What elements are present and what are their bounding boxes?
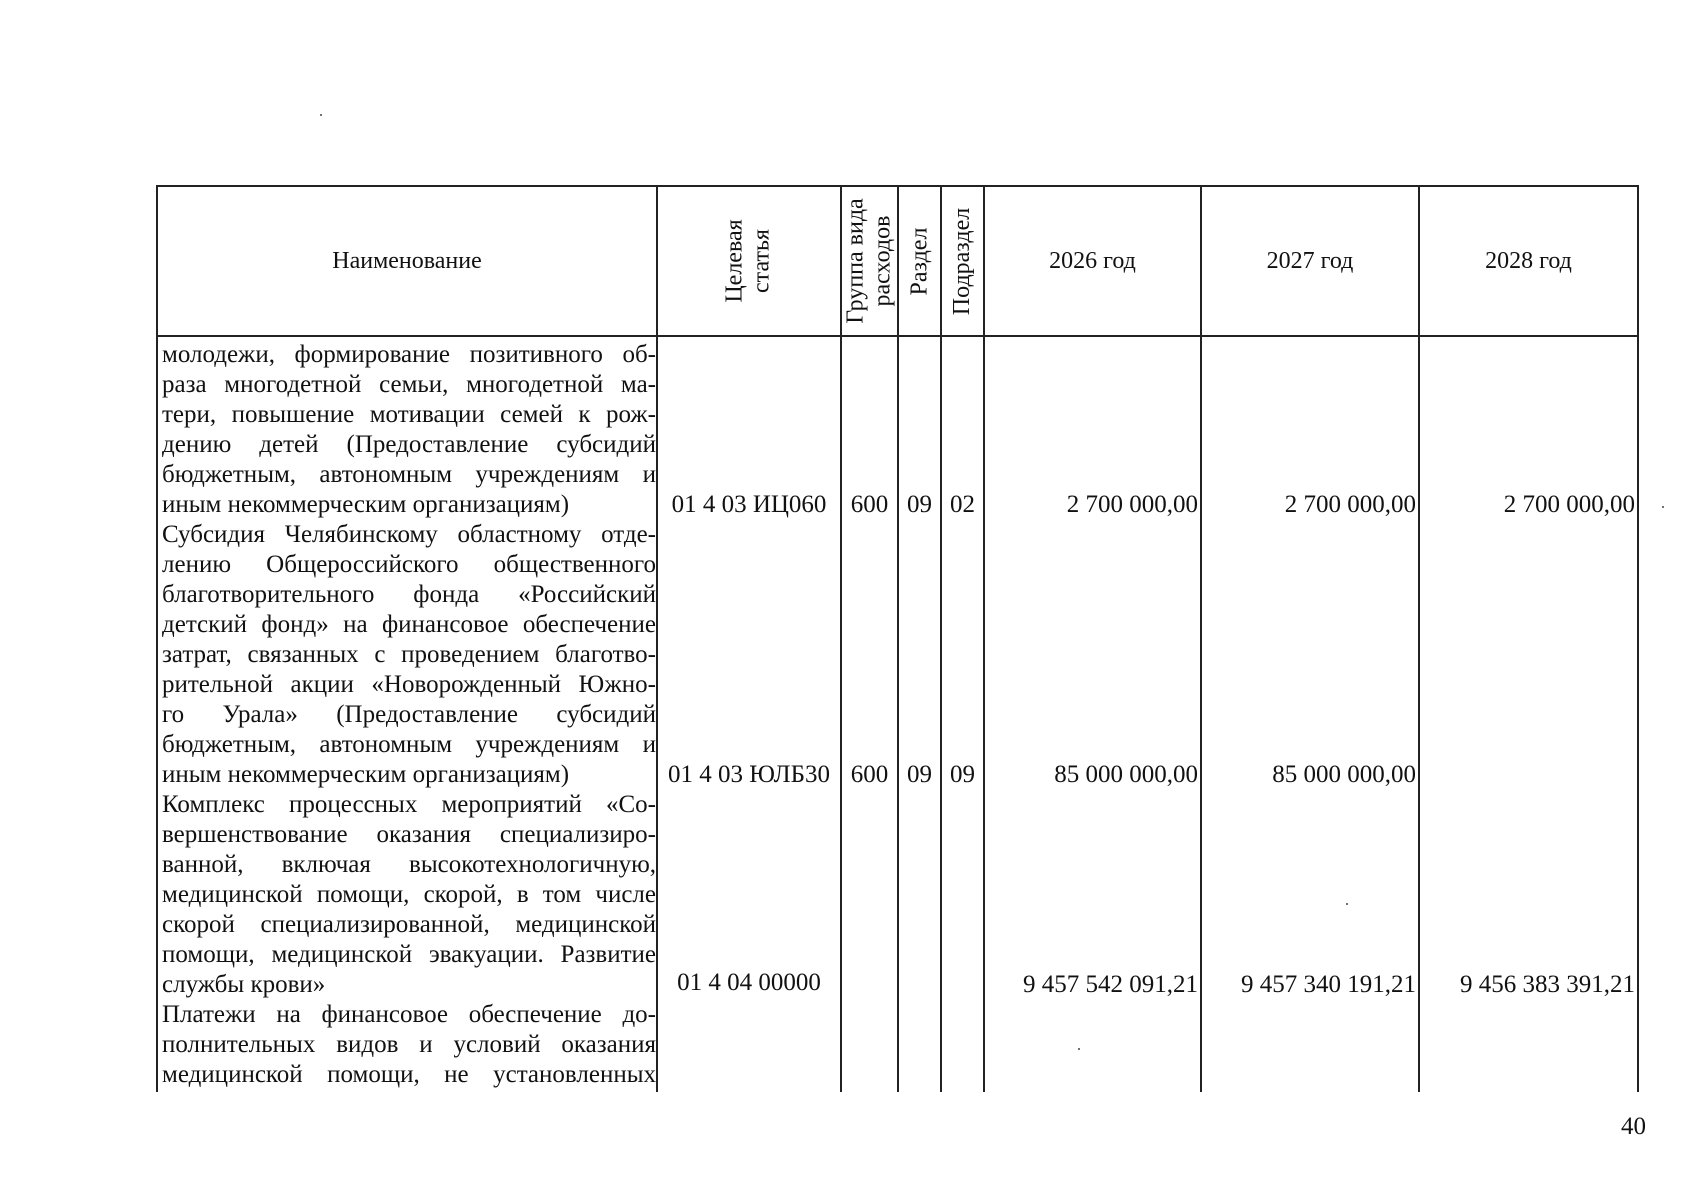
row-2-name-line: лению Общероссийского общественного xyxy=(162,551,656,578)
row-1-section: 09 xyxy=(907,491,932,518)
header-subsection xyxy=(942,187,983,335)
header-year-2026-label: 2026 год xyxy=(1049,247,1136,274)
row-1-value-2026: 2 700 000,00 xyxy=(1066,491,1198,518)
scan-speck xyxy=(320,114,322,116)
row-3-name-line: помощи, медицинской эвакуации. Развитие xyxy=(162,941,656,968)
row-3-value-2028: 9 456 383 391,21 xyxy=(1460,971,1635,998)
row-1-expense-group: 600 xyxy=(850,491,889,518)
header-expense-group-label xyxy=(843,198,897,323)
row-2-name-line: го Урала» (Предоставление субсидий xyxy=(162,701,656,728)
row-1-target-article: 01 4 03 ИЦ060 xyxy=(671,491,827,518)
row-3-value-2026: 9 457 542 091,21 xyxy=(1023,971,1198,998)
row-2-name-line: благотворительного фонда «Российский xyxy=(162,581,656,608)
header-expense-group-line-2: расходов xyxy=(869,215,896,307)
header-target-article-line-1: Целевая xyxy=(721,219,748,303)
scan-speck xyxy=(1346,903,1348,905)
name-column xyxy=(162,340,656,1090)
row-1-name-line: тери, повышение мотивации семей к рож- xyxy=(162,401,656,428)
header-year-2028-label: 2028 год xyxy=(1485,247,1572,274)
row-1-name-line: раза многодетной семьи, многодетной ма- xyxy=(162,371,656,398)
row-1-name-line: иным некоммерческим организациям) xyxy=(162,491,570,518)
row-1-value-2028: 2 700 000,00 xyxy=(1503,491,1635,518)
row-4-name-line: Платежи на финансовое обеспечение до- xyxy=(162,1001,656,1028)
row-2-section: 09 xyxy=(907,761,932,788)
header-section-label: Раздел xyxy=(906,227,933,295)
header-name-label: Наименование xyxy=(332,247,482,274)
header-subsection-label: Подраздел xyxy=(949,207,976,315)
row-2-name-line: затрат, связанных с проведением благотво- xyxy=(162,641,656,668)
row-2-target-article: 01 4 03 ЮЛБ30 xyxy=(667,761,830,788)
row-1-value-2027: 2 700 000,00 xyxy=(1284,491,1416,518)
row-3-value-2027: 9 457 340 191,21 xyxy=(1241,971,1416,998)
row-3-target-article: 01 4 04 00000 xyxy=(677,969,821,996)
header-target-article xyxy=(658,187,840,335)
row-1-name-line: дению детей (Предоставление субсидий xyxy=(162,431,656,458)
row-1-subsection: 02 xyxy=(950,491,975,518)
header-target-article-label xyxy=(722,219,776,302)
header-name xyxy=(158,187,656,335)
scan-speck xyxy=(1662,506,1664,508)
row-3-name-line: медицинской помощи, скорой, в том числе xyxy=(162,881,656,908)
row-3-name-line: службы крови» xyxy=(162,971,326,998)
row-3-name-line: вершенствование оказания специализиро- xyxy=(162,821,656,848)
row-4-name-line: полнительных видов и условий оказания xyxy=(162,1031,656,1058)
header-year-2027-label: 2027 год xyxy=(1266,247,1354,274)
header-year-2026 xyxy=(985,187,1200,335)
table-right-border xyxy=(1637,185,1639,1092)
row-2-name-line: рительной акции «Новорожденный Южно- xyxy=(162,671,656,698)
row-2-name-line: детский фонд» на финансовое обеспечение xyxy=(162,611,656,638)
row-3-name-line: скорой специализированной, медицинской xyxy=(162,911,656,938)
page-number: 40 xyxy=(1621,1113,1646,1140)
row-2-value-2027: 85 000 000,00 xyxy=(1272,761,1416,788)
row-1-name-line: бюджетным, автономным учреждениям и xyxy=(162,461,656,488)
scan-speck xyxy=(1078,1048,1080,1050)
row-4-name-line: медицинской помощи, не установленных xyxy=(162,1061,656,1088)
header-year-2027 xyxy=(1202,187,1418,335)
row-2-subsection: 09 xyxy=(950,761,975,788)
row-3-name-line: ванной, включая высокотехнологичную, xyxy=(162,851,656,878)
row-2-expense-group: 600 xyxy=(850,761,889,788)
row-3-name-line: Комплекс процессных мероприятий «Со- xyxy=(162,791,656,818)
row-2-value-2026: 85 000 000,00 xyxy=(1054,761,1198,788)
row-2-name-line: бюджетным, автономным учреждениям и xyxy=(162,731,656,758)
row-2-name-line: иным некоммерческим организациям) xyxy=(162,761,570,788)
header-expense-group xyxy=(842,187,897,335)
header-expense-group-line-1: Группа вида xyxy=(842,198,869,324)
header-section xyxy=(899,187,940,335)
header-target-article-line-2: статья xyxy=(748,229,775,293)
header-year-2028 xyxy=(1420,187,1637,335)
row-1-name-line: молодежи, формирование позитивного об- xyxy=(162,341,656,368)
row-2-name-line: Субсидия Челябинскому областному отде- xyxy=(162,521,656,548)
